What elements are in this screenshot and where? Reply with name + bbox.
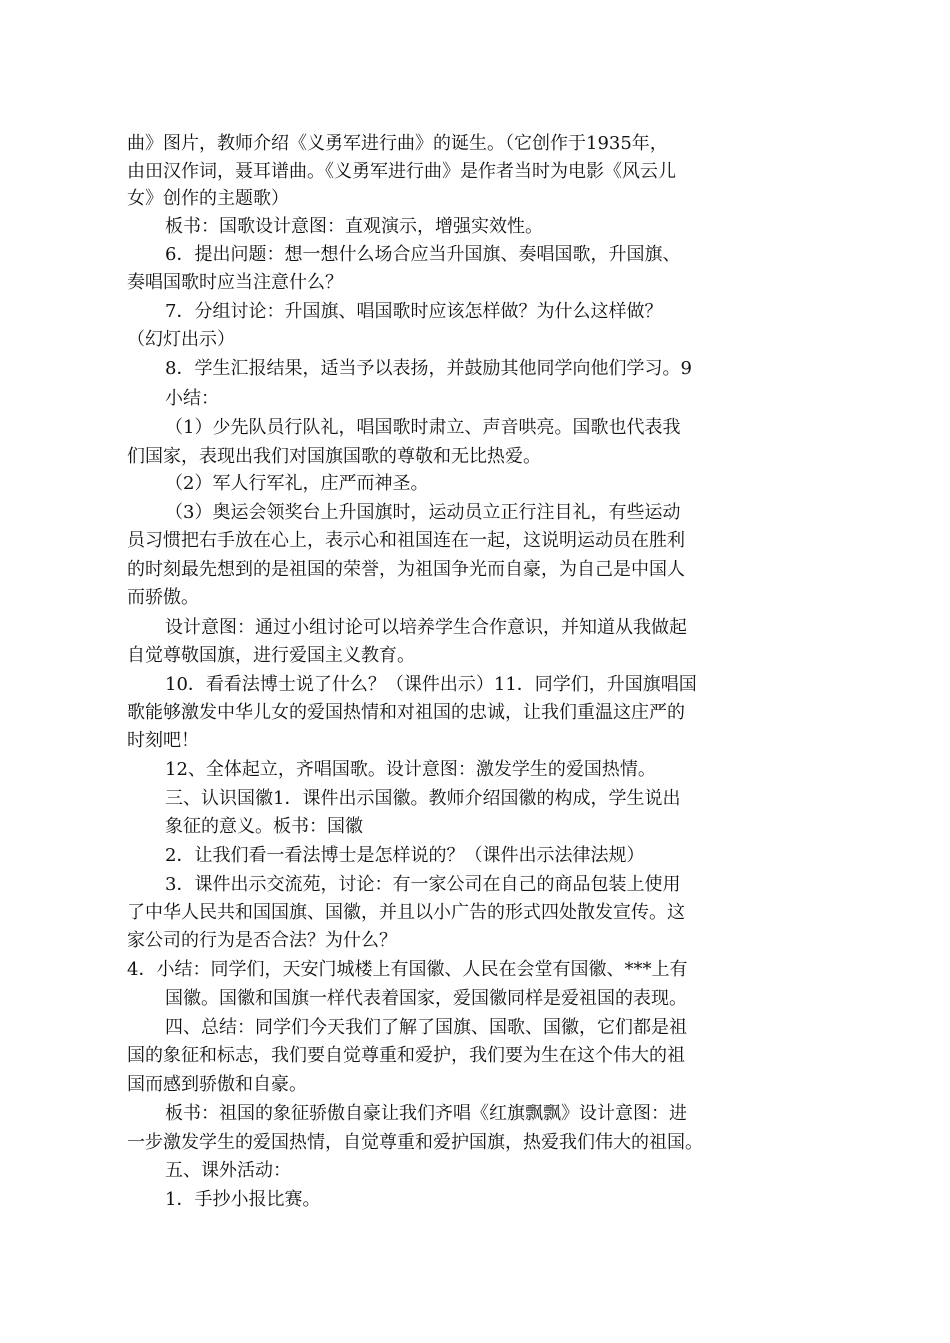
text-line: 8．学生汇报结果，适当予以表扬，并鼓励其他同学向他们学习。9 xyxy=(165,358,692,379)
text-line: 们国家，表现出我们对国旗国歌的尊敬和无比热爱。 xyxy=(127,446,541,467)
text-line: 三、认识国徽1．课件出示国徽。教师介绍国徽的构成，学生说出 xyxy=(165,788,681,809)
text-line: 6．提出问题：想一想什么场合应当升国旗、奏唱国歌，升国旗、 xyxy=(165,244,681,265)
text-line: 四、总结：同学们今天我们了解了国旗、国歌、国徽，它们都是祖 xyxy=(165,1017,687,1038)
text-line: 国而感到骄傲和自豪。 xyxy=(127,1074,307,1095)
text-line: （2）军人行军礼，庄严而神圣。 xyxy=(165,473,429,494)
text-line: 象征的意义。板书：国徽 xyxy=(165,816,363,837)
text-line: 板书：祖国的象征骄傲自豪让我们齐唱《红旗飘飘》设计意图：进 xyxy=(165,1103,687,1124)
text-line: 的时刻最先想到的是祖国的荣誉，为祖国争光而自豪，为自己是中国人 xyxy=(127,559,685,580)
text-line: 板书：国歌设计意图：直观演示，增强实效性。 xyxy=(165,216,543,237)
text-line: 4．小结：同学们，天安门城楼上有国徽、人民在会堂有国徽、***上有 xyxy=(127,959,688,980)
text-line: 五、课外活动： xyxy=(165,1160,291,1181)
text-line: 奏唱国歌时应当注意什么？ xyxy=(127,272,343,293)
text-line: 歌能够激发中华儿女的爱国热情和对祖国的忠诚，让我们重温这庄严的 xyxy=(127,702,685,723)
text-line: 家公司的行为是否合法？为什么？ xyxy=(127,930,397,951)
text-line: 3．课件出示交流苑，讨论：有一家公司在自己的商品包装上使用 xyxy=(165,874,681,895)
text-line: 2．让我们看一看法博士是怎样说的？（课件出示法律法规） xyxy=(165,845,645,866)
text-line: 一步激发学生的爱国热情，自觉尊重和爱护国旗，热爱我们伟大的祖国。 xyxy=(127,1132,703,1153)
text-line: 时刻吧！ xyxy=(127,730,199,751)
text-line: 自觉尊敬国旗，进行爱国主义教育。 xyxy=(127,645,415,666)
text-line: 了中华人民共和国国旗、国徽，并且以小广告的形式四处散发宣传。这 xyxy=(127,902,685,923)
text-line: 女》创作的主题歌） xyxy=(127,188,289,209)
text-line: 员习惯把右手放在心上，表示心和祖国连在一起，这说明运动员在胜利 xyxy=(127,530,685,551)
text-line: 设计意图：通过小组讨论可以培养学生合作意识，并知道从我做起 xyxy=(165,617,687,638)
text-line: （1）少先队员行队礼，唱国歌时肃立、声音哄亮。国歌也代表我 xyxy=(165,417,681,438)
text-line: 国徽。国徽和国旗一样代表着国家，爱国徽同样是爱祖国的表现。 xyxy=(165,988,687,1009)
text-line: （幻灯出示） xyxy=(127,329,235,350)
text-line: 而骄傲。 xyxy=(127,587,199,608)
text-line: 由田汉作词，聂耳谱曲。《义勇军进行曲》是作者当时为电影《风云儿 xyxy=(127,161,676,182)
text-line: 1．手抄小报比赛。 xyxy=(165,1189,321,1210)
text-line: 小结： xyxy=(165,388,219,409)
text-line: 国的象征和标志，我们要自觉尊重和爱护，我们要为生在这个伟大的祖 xyxy=(127,1045,685,1066)
text-line: 10．看看法博士说了什么？（课件出示）11．同学们，升国旗唱国 xyxy=(165,674,697,695)
text-line: （3）奥运会领奖台上升国旗时，运动员立正行注目礼，有些运动 xyxy=(165,502,681,523)
text-line: 12、全体起立，齐唱国歌。设计意图：激发学生的爱国热情。 xyxy=(165,759,656,780)
text-line: 曲》图片，教师介绍《义勇军进行曲》的诞生。（它创作于1935年， xyxy=(127,133,668,154)
text-line: 7．分组讨论：升国旗、唱国歌时应该怎样做？为什么这样做？ xyxy=(165,301,663,322)
